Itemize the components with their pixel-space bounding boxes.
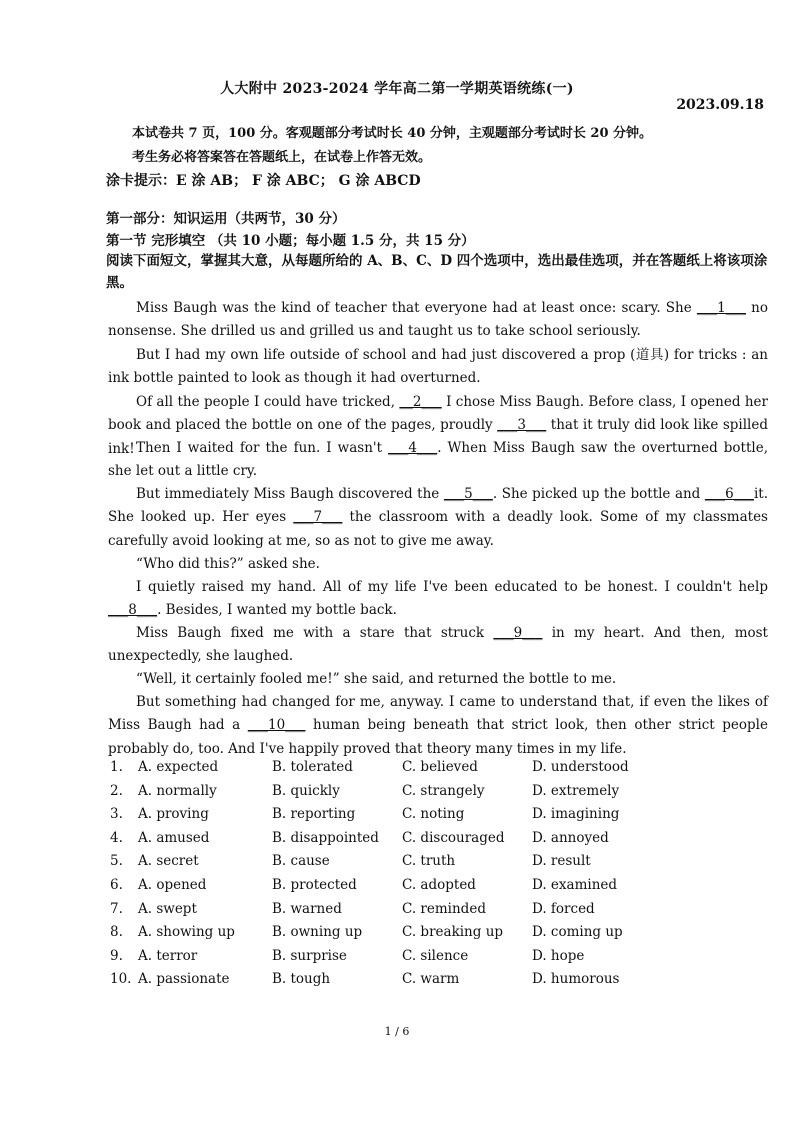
passage-paragraph-7: I quietly raised my hand. All of my life I've been educated to be honest. I couldn't help ___8___. Besides, I wanted my bottle back. — [108, 579, 768, 619]
option-d: D. examined — [532, 876, 618, 893]
option-b: B. owning up — [272, 924, 363, 941]
passage-paragraph-6: “Who did this?” asked she. — [136, 556, 320, 572]
instructions: 阅读下面短文，掌握其大意，从每题所给的 A、B、C、D 四个选项中，选出最佳选项，并在答题纸上将该项涂黑。 — [106, 253, 768, 291]
option-b: B. tough — [272, 971, 331, 988]
blank-2: __2___ — [399, 394, 442, 410]
question-number: 3. — [110, 806, 123, 823]
blank-3: ___3___ — [497, 417, 547, 434]
option-c: C. silence — [402, 947, 469, 964]
passage-paragraph-5: But immediately Miss Baugh discovered the ___5___. She picked up the bottle and ___6___it. She looked up. Her eyes ___7___ the classroom with a deadly look. Some of my classmates carefully avoid looking at me, so as not to give me away. — [108, 486, 768, 549]
exam-intro-line-2: 考生务必将答案答在答题纸上，在试卷上作答无效。 — [132, 150, 432, 165]
option-d: D. annoyed — [532, 829, 609, 846]
question-number: 9. — [110, 947, 123, 964]
question-row — [108, 948, 668, 972]
option-b: B. reporting — [272, 806, 356, 823]
question-number: 10. — [110, 971, 132, 988]
question-number: 8. — [110, 924, 123, 941]
question-number: 4. — [110, 829, 123, 846]
option-a: A. opened — [138, 876, 207, 893]
passage-paragraph-8: Miss Baugh fixed me with a stare that struck ___9___ in my heart. And then, most unexpectedly, she laughed. — [108, 625, 768, 665]
answer-options — [108, 759, 668, 995]
option-a: A. terror — [138, 947, 198, 964]
passage-paragraph-4: Then I waited for the fun. I wasn't ___4___. When Miss Baugh saw the overturned bottle, she let out a little cry. — [108, 440, 768, 480]
blank-8: ___8___ — [108, 602, 158, 619]
blank-4: ___4___ — [388, 440, 438, 456]
subsection-heading: 第一节 完形填空 （共 10 小题；每小题 1.5 分，共 15 分） — [106, 233, 475, 249]
question-row — [108, 971, 668, 995]
answer-card-tip: 涂卡提示：E 涂 AB； F 涂 ABC； G 涂 ABCD — [106, 173, 421, 189]
option-a: A. showing up — [138, 924, 235, 941]
exam-title: 人大附中 2023-2024 学年高二第一学期英语统练(一) — [220, 81, 574, 97]
question-row — [108, 853, 668, 877]
question-row — [108, 877, 668, 901]
option-d: D. understood — [532, 759, 629, 775]
exam-intro-line-1: 本试卷共 7 页，100 分。客观题部分考试时长 40 分钟，主观题部分考试时长 20 分钟。 — [132, 126, 653, 141]
option-d: D. hope — [532, 947, 585, 964]
option-b: B. protected — [272, 876, 357, 893]
question-number: 5. — [110, 853, 123, 870]
passage-paragraph-1: Miss Baugh was the kind of teacher that everyone had at least once: scary. She ___1___ no nonsense. She drilled us and grilled us and taught us to take school seriously. — [108, 300, 768, 340]
option-a: A. amused — [138, 829, 210, 846]
blank-10: ___10___ — [247, 717, 306, 734]
question-row — [108, 924, 668, 948]
option-a: A. secret — [138, 853, 199, 870]
option-b: B. disappointed — [272, 829, 379, 846]
option-b: B. quickly — [272, 782, 340, 799]
option-c: C. breaking up — [402, 924, 504, 941]
option-c: C. truth — [402, 853, 456, 870]
passage-paragraph-9: “Well, it certainly fooled me!” she said, and returned the bottle to me. — [136, 671, 617, 687]
blank-7: ___7___ — [293, 509, 343, 526]
question-number: 2. — [110, 782, 123, 799]
option-b: B. warned — [272, 900, 342, 917]
page-number: 1 / 6 — [384, 1025, 410, 1038]
option-b: B. surprise — [272, 947, 347, 964]
blank-6: ___6___ — [704, 486, 754, 502]
blank-1: ___1___ — [696, 300, 746, 316]
option-c: C. discouraged — [402, 829, 505, 846]
passage-paragraph-3: Of all the people I could have tricked, __2___ I chose Miss Baugh. Before class, I opened her book and placed the bottle on one of the pages, proudly ___3___ that it truly did look like spilled ink! — [108, 394, 768, 457]
option-c: C. strangely — [402, 782, 485, 799]
question-row — [108, 806, 668, 830]
option-d: D. humorous — [532, 971, 620, 988]
passage-paragraph-2: But I had my own life outside of school and had just discovered a prop (道具) for tricks : an ink bottle painted to look as though it had overturned. — [108, 347, 768, 387]
question-number: 1. — [110, 759, 123, 775]
question-number: 7. — [110, 900, 123, 917]
option-c: C. reminded — [402, 900, 486, 917]
exam-date: 2023.09.18 — [676, 97, 764, 113]
option-d: D. forced — [532, 900, 595, 917]
option-c: C. believed — [402, 759, 478, 775]
option-a: A. expected — [138, 759, 219, 775]
blank-5: ___5___ — [443, 486, 493, 502]
option-b: B. tolerated — [272, 759, 353, 775]
option-c: C. warm — [402, 971, 460, 988]
question-row — [108, 783, 668, 807]
option-d: D. extremely — [532, 782, 620, 799]
part-heading: 第一部分：知识运用（共两节，30 分） — [106, 211, 346, 227]
option-a: A. passionate — [138, 971, 230, 988]
option-c: C. noting — [402, 806, 465, 823]
question-row — [108, 901, 668, 925]
option-c: C. adopted — [402, 876, 476, 893]
question-row — [108, 830, 668, 854]
passage-paragraph-10: But something had changed for me, anyway. I came to understand that, if even the likes of Miss Baugh had a ___10___ human being beneath that strict look, then other strict people probably do, too. And I've happily proved that theory many times in my life. — [108, 694, 768, 757]
option-b: B. cause — [272, 853, 330, 870]
option-a: A. normally — [138, 782, 217, 799]
option-a: A. proving — [138, 806, 209, 823]
question-number: 6. — [110, 876, 123, 893]
question-row — [108, 759, 668, 783]
option-d: D. imagining — [532, 806, 620, 823]
option-d: D. coming up — [532, 924, 623, 941]
option-d: D. result — [532, 853, 591, 870]
blank-9: ___9___ — [493, 625, 543, 641]
option-a: A. swept — [138, 900, 197, 917]
